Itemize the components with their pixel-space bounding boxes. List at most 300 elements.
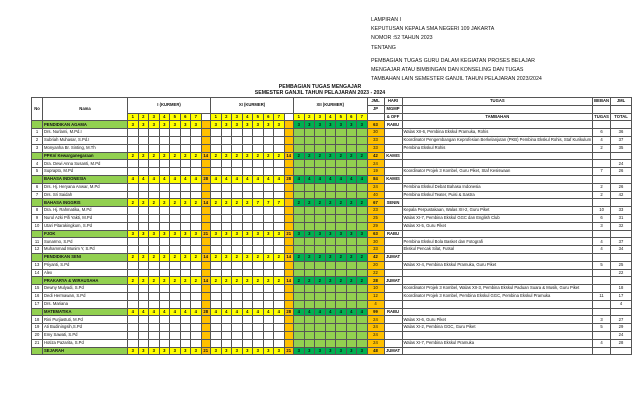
hours-cell <box>211 168 222 176</box>
hours-cell <box>201 222 211 230</box>
subject-hours: 2 <box>159 253 170 261</box>
hours-cell <box>315 222 326 230</box>
tugas-empty <box>402 277 593 285</box>
subject-hours: 2 <box>263 277 274 285</box>
subject-name: SEJARAH <box>43 347 128 355</box>
hours-cell <box>180 285 191 293</box>
subject-hours: 3 <box>191 347 202 355</box>
subject-total: 63 <box>367 230 384 238</box>
subject-hours: 4 <box>128 175 139 183</box>
subject-hours: 4 <box>159 175 170 183</box>
hours-cell <box>211 316 222 324</box>
hours-cell <box>304 207 315 215</box>
mgmp-day: JUMAT <box>385 254 401 260</box>
hours-cell <box>180 222 191 230</box>
hours-cell <box>180 129 191 137</box>
total-load: 25 <box>611 261 632 269</box>
subject-hours: 28 <box>284 175 294 183</box>
task-load: 4 <box>593 339 611 347</box>
header-line: LAMPIRAN I <box>371 17 402 23</box>
hours-cell <box>315 183 326 191</box>
hours-cell <box>274 168 285 176</box>
hours-cell <box>346 300 357 308</box>
hours-cell <box>211 214 222 222</box>
hours-cell <box>211 324 222 332</box>
teacher-row <box>32 269 632 277</box>
hours-cell <box>263 292 274 300</box>
hours-cell <box>232 300 243 308</box>
subject-hours: 4 <box>138 308 149 316</box>
hours-cell <box>294 324 305 332</box>
hours-cell <box>274 261 285 269</box>
class-number: 3 <box>149 113 160 121</box>
hours-cell <box>201 183 211 191</box>
extra-task: Pembina Ekskul Teater, Puisi & Sastra <box>402 191 593 199</box>
subject-hours: 14 <box>284 152 294 160</box>
hours-cell <box>284 183 294 191</box>
hours-cell <box>304 136 315 144</box>
hours-cell <box>170 160 181 168</box>
teacher-jp: 4 <box>367 300 384 308</box>
hours-cell <box>232 292 243 300</box>
hours-cell <box>253 238 264 246</box>
hours-cell <box>128 316 139 324</box>
subject-hours: 2 <box>253 152 264 160</box>
teacher-name: Dra. Hj. Rahmatika, M.Pd <box>43 207 128 215</box>
class-number: 3 <box>315 113 326 121</box>
mgmp-empty <box>384 316 402 324</box>
hours-cell <box>284 160 294 168</box>
subject-hours: 2 <box>325 199 336 207</box>
teacher-name: Suprapto, M.Pd <box>43 168 128 176</box>
hours-cell <box>242 160 253 168</box>
subject-hours: 3 <box>232 121 243 129</box>
teacher-name: Utari Pitarakingkum, S.Pd <box>43 222 128 230</box>
total-empty <box>611 253 632 261</box>
subject-hours: 4 <box>221 308 232 316</box>
hours-cell <box>284 129 294 137</box>
hours-cell <box>315 144 326 152</box>
subject-hours: 4 <box>180 175 191 183</box>
beban-empty <box>593 277 611 285</box>
hours-cell <box>242 129 253 137</box>
hours-cell <box>149 285 160 293</box>
header-line: KEPUTUSAN KEPALA SMA NEGERI 109 JAKARTA <box>371 26 495 33</box>
subject-hours: 2 <box>149 199 160 207</box>
subject-hours: 4 <box>294 175 305 183</box>
hours-cell <box>336 144 347 152</box>
hours-cell <box>232 285 243 293</box>
class-number: 7 <box>357 113 368 121</box>
subject-hours: 2 <box>346 199 357 207</box>
hours-cell <box>315 261 326 269</box>
hours-cell <box>253 316 264 324</box>
subject-hours: 2 <box>191 199 202 207</box>
hours-cell <box>180 316 191 324</box>
header-row <box>32 98 632 106</box>
hours-cell <box>221 300 232 308</box>
subject-hours: 2 <box>242 277 253 285</box>
subject-hours: 3 <box>346 121 357 129</box>
subject-hours: 2 <box>211 199 222 207</box>
mgmp-day: RABU <box>384 121 402 129</box>
subject-hours: 4 <box>336 308 347 316</box>
hours-cell <box>336 261 347 269</box>
subject-hours: 2 <box>149 152 160 160</box>
teacher-name: Dedi Hermawan, S.Pd <box>43 292 128 300</box>
hours-cell <box>284 136 294 144</box>
subject-hours: 3 <box>191 230 202 238</box>
hours-cell <box>170 222 181 230</box>
task-load: 6 <box>593 129 611 137</box>
hours-cell <box>201 316 211 324</box>
subject-hours: 14 <box>284 277 294 285</box>
mgmp-empty <box>384 222 402 230</box>
extra-task: Koordinator Projek 3 Kombel, Walas XII-3, Pembina Ekskul Paduan Suara & Musik, Guru Piket <box>402 285 593 293</box>
col-nama: Nama <box>43 98 128 121</box>
subject-hours: 2 <box>159 152 170 160</box>
header-line: MENGAJAR ATAU BIMBINGAN DAN KONSELING DAN TUGAS <box>371 66 524 73</box>
mgmp-empty <box>384 246 402 254</box>
subject-no <box>32 347 43 355</box>
total-load: 27 <box>611 316 632 324</box>
teacher-row <box>32 261 632 269</box>
subject-hours: 2 <box>346 277 357 285</box>
hours-cell <box>191 292 202 300</box>
subject-hours: 2 <box>294 277 305 285</box>
teacher-row <box>32 246 632 254</box>
hours-cell <box>201 214 211 222</box>
hours-cell <box>191 191 202 199</box>
hours-cell <box>274 183 285 191</box>
hours-cell <box>325 238 336 246</box>
hours-cell <box>253 207 264 215</box>
hours-cell <box>232 269 243 277</box>
teacher-no: 5 <box>32 168 43 176</box>
hours-cell <box>180 168 191 176</box>
subject-row <box>32 253 632 261</box>
subject-hours: 2 <box>170 199 181 207</box>
hours-cell <box>346 238 357 246</box>
hours-cell <box>149 160 160 168</box>
hours-cell <box>221 168 232 176</box>
teacher-jp: 23 <box>367 207 384 215</box>
hours-cell <box>336 292 347 300</box>
hours-cell <box>346 339 357 347</box>
hours-cell <box>159 238 170 246</box>
beban-empty <box>593 347 611 355</box>
subject-hours: 3 <box>263 230 274 238</box>
subject-hours: 2 <box>315 253 326 261</box>
hours-cell <box>170 246 181 254</box>
subject-hours: 4 <box>159 308 170 316</box>
hours-cell <box>253 246 264 254</box>
hours-cell <box>253 191 264 199</box>
hours-cell <box>159 292 170 300</box>
subject-hours: 2 <box>180 199 191 207</box>
hours-cell <box>336 183 347 191</box>
mgmp-empty <box>384 331 402 339</box>
hours-cell <box>253 214 264 222</box>
subject-hours: 14 <box>201 152 211 160</box>
total-load: 24 <box>611 160 632 168</box>
subject-hours: 3 <box>159 230 170 238</box>
subject-hours: 3 <box>170 347 181 355</box>
subject-hours: 2 <box>138 253 149 261</box>
header-line: NOMOR :52 TAHUN 2023 <box>371 35 433 42</box>
hours-cell <box>138 129 149 137</box>
class-number: 2 <box>304 113 315 121</box>
hours-cell <box>159 144 170 152</box>
hours-cell <box>159 269 170 277</box>
hours-cell <box>304 160 315 168</box>
hours-cell <box>128 136 139 144</box>
teacher-no: 8 <box>32 207 43 215</box>
subject-hours: 4 <box>274 308 285 316</box>
subject-hours: 4 <box>180 308 191 316</box>
total-empty <box>611 230 632 238</box>
task-load: 2 <box>593 144 611 152</box>
hours-cell <box>149 183 160 191</box>
hours-cell <box>263 129 274 137</box>
hours-cell <box>221 269 232 277</box>
hours-cell <box>284 316 294 324</box>
hours-cell <box>149 300 160 308</box>
header-line: PEMBAGIAN TUGAS GURU DALAM KEGIATAN PROSES BELAJAR <box>371 57 535 64</box>
total-load: 33 <box>611 207 632 215</box>
hours-cell <box>315 129 326 137</box>
hours-cell <box>138 292 149 300</box>
hours-cell <box>191 183 202 191</box>
teacher-row <box>32 300 632 308</box>
class-number <box>284 113 294 121</box>
extra-task <box>402 160 593 168</box>
hours-cell <box>149 238 160 246</box>
hours-cell <box>180 261 191 269</box>
hours-cell <box>336 246 347 254</box>
hours-cell <box>253 136 264 144</box>
col-beban-spacer <box>593 105 611 113</box>
subject-hours: 3 <box>325 347 336 355</box>
hours-cell <box>315 285 326 293</box>
task-load <box>593 269 611 277</box>
subject-hours: 4 <box>336 175 347 183</box>
hours-cell <box>221 214 232 222</box>
mgmp-empty <box>384 160 402 168</box>
subject-hours: 3 <box>357 121 368 129</box>
hours-cell <box>336 168 347 176</box>
hours-cell <box>263 316 274 324</box>
hours-cell <box>294 183 305 191</box>
hours-cell <box>170 285 181 293</box>
task-load: 11 <box>593 292 611 300</box>
hours-cell <box>357 238 368 246</box>
subject-hours: 2 <box>170 277 181 285</box>
tugas-empty <box>402 199 593 207</box>
subject-hours: 2 <box>346 152 357 160</box>
tugas-empty <box>402 230 593 238</box>
col-group-x: I (KURMER) <box>128 98 211 114</box>
hours-cell <box>315 269 326 277</box>
subject-hours: 2 <box>336 199 347 207</box>
teacher-no: 12 <box>32 246 43 254</box>
total-load: 29 <box>611 324 632 332</box>
subject-hours: 2 <box>138 152 149 160</box>
subject-hours: 3 <box>253 121 264 129</box>
hours-cell <box>138 168 149 176</box>
mgmp-empty <box>384 285 402 293</box>
teacher-name: Priyanti, S.Pd <box>43 261 128 269</box>
hours-cell <box>180 183 191 191</box>
subject-hours: 3 <box>232 347 243 355</box>
subject-hours: 28 <box>201 175 211 183</box>
subject-hours: 3 <box>180 121 191 129</box>
hours-cell <box>336 339 347 347</box>
teacher-row <box>32 339 632 347</box>
hours-cell <box>336 269 347 277</box>
teacher-name: Alex <box>43 269 128 277</box>
hours-cell <box>325 136 336 144</box>
hours-cell <box>263 191 274 199</box>
hours-cell <box>357 292 368 300</box>
col-tugas: TUGAS <box>402 98 593 106</box>
extra-task: Pembina Ekskul Rohis <box>402 144 593 152</box>
teacher-name: Nurul Azki Pifi Yakti, M.Pd <box>43 214 128 222</box>
subject-hours: 3 <box>159 121 170 129</box>
subject-hours: 2 <box>180 277 191 285</box>
hours-cell <box>138 246 149 254</box>
hours-cell <box>325 339 336 347</box>
teacher-no: 13 <box>32 261 43 269</box>
total-load: 24 <box>611 331 632 339</box>
hours-cell <box>232 168 243 176</box>
subject-hours: 4 <box>211 308 222 316</box>
subject-no <box>32 121 43 129</box>
subject-hours: 4 <box>232 308 243 316</box>
class-number: 2 <box>221 113 232 121</box>
hours-cell <box>263 136 274 144</box>
hours-cell <box>191 129 202 137</box>
hours-cell <box>294 269 305 277</box>
subject-hours: 3 <box>128 230 139 238</box>
subject-total: 67 <box>367 199 384 207</box>
subject-hours: 14 <box>201 277 211 285</box>
subject-hours: 3 <box>211 230 222 238</box>
hours-cell <box>159 214 170 222</box>
hours-cell <box>242 339 253 347</box>
hours-cell <box>242 246 253 254</box>
hours-cell <box>294 261 305 269</box>
hours-cell <box>284 300 294 308</box>
extra-task: Pembina Ekskul Debat Bahasa Indonesia <box>402 183 593 191</box>
hours-cell <box>357 144 368 152</box>
beban-empty <box>593 253 611 261</box>
subject-hours: 4 <box>128 308 139 316</box>
subject-hours: 2 <box>315 199 326 207</box>
teacher-no: 1 <box>32 129 43 137</box>
subject-hours: 3 <box>263 121 274 129</box>
hours-cell <box>357 222 368 230</box>
subject-hours: 3 <box>315 121 326 129</box>
hours-cell <box>325 269 336 277</box>
hours-cell <box>180 207 191 215</box>
hours-cell <box>221 222 232 230</box>
total-load: 35 <box>611 144 632 152</box>
hours-cell <box>304 331 315 339</box>
col-jml2: JML <box>611 98 632 106</box>
subject-no <box>32 230 43 238</box>
hours-cell <box>315 214 326 222</box>
hours-cell <box>242 238 253 246</box>
hours-cell <box>336 160 347 168</box>
subject-hours: 3 <box>242 121 253 129</box>
subject-hours: 2 <box>149 253 160 261</box>
subject-hours: 14 <box>201 253 211 261</box>
col-off: & OFF <box>384 113 402 121</box>
hours-cell <box>211 191 222 199</box>
subject-hours: 2 <box>221 277 232 285</box>
subject-hours: 4 <box>149 175 160 183</box>
teacher-row <box>32 160 632 168</box>
hours-cell <box>346 214 357 222</box>
tugas-empty <box>402 152 593 160</box>
hours-cell <box>294 292 305 300</box>
hours-cell <box>221 246 232 254</box>
hours-cell <box>336 136 347 144</box>
hours-cell <box>128 129 139 137</box>
hours-cell <box>294 238 305 246</box>
hours-cell <box>346 269 357 277</box>
teacher-name: Drs. Hj. Heryana Anwar, M.Pd <box>43 183 128 191</box>
class-number: 5 <box>336 113 347 121</box>
extra-task: Walas XI-7, Pembina Ekskul Pramuka <box>402 339 593 347</box>
hours-cell <box>221 316 232 324</box>
hours-cell <box>304 222 315 230</box>
teacher-jp: 30 <box>367 238 384 246</box>
hours-cell <box>221 324 232 332</box>
subject-hours: 3 <box>325 121 336 129</box>
col-group-xi: XI (KURMER) <box>211 98 294 114</box>
subject-hours: 2 <box>128 199 139 207</box>
beban-empty <box>593 308 611 316</box>
hours-cell <box>284 331 294 339</box>
subject-row <box>32 308 632 316</box>
hours-cell <box>201 261 211 269</box>
mgmp-empty <box>384 191 402 199</box>
header-line: TAMBAHAN LAIN SEMESTER GANJIL TAHUN PELAJARAN 2023/2024 <box>371 76 542 83</box>
subject-hours: 3 <box>274 230 285 238</box>
hours-cell <box>315 300 326 308</box>
hours-cell <box>253 261 264 269</box>
subject-hours: 3 <box>263 347 274 355</box>
mgmp-empty <box>384 238 402 246</box>
hours-cell <box>159 285 170 293</box>
hours-cell <box>304 246 315 254</box>
hours-cell <box>294 191 305 199</box>
hours-cell <box>263 285 274 293</box>
subject-row <box>32 277 632 285</box>
teacher-name: Subriah Muhasar, S.Pd.I <box>43 136 128 144</box>
hours-cell <box>263 222 274 230</box>
subject-hours: 2 <box>211 152 222 160</box>
subject-hours: 3 <box>180 230 191 238</box>
hours-cell <box>346 285 357 293</box>
hours-cell <box>128 261 139 269</box>
hours-cell <box>304 191 315 199</box>
hours-cell <box>149 339 160 347</box>
hours-cell <box>336 285 347 293</box>
hours-cell <box>211 207 222 215</box>
